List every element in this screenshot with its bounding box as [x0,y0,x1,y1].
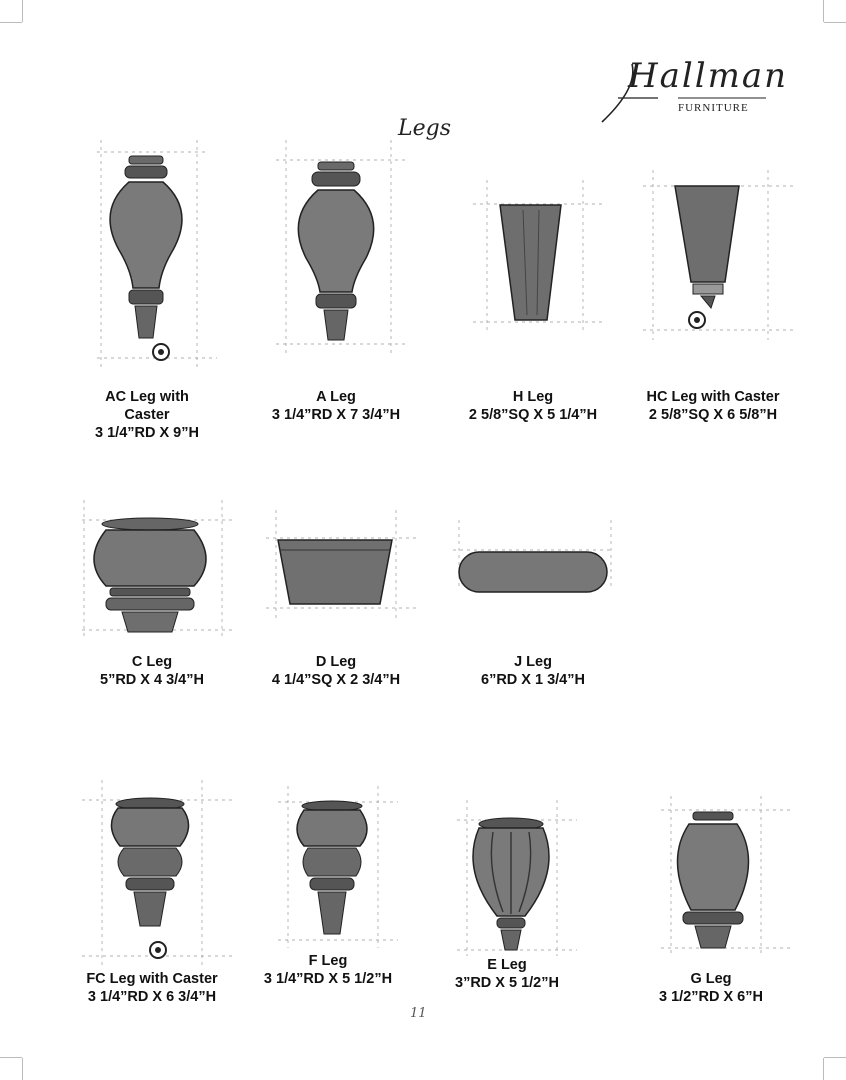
crop-mark [824,1057,846,1058]
crop-mark [22,0,23,22]
leg-dimension: 3 1/4”RD X 6 3/4”H [87,989,217,1005]
leg-label-d [246,653,426,689]
leg-name: F Leg [308,953,348,969]
leg-name: HC Leg with Caster [646,389,780,405]
leg-label-c [62,653,242,689]
leg-dimension: 4 1/4”SQ X 2 3/4”H [271,672,401,688]
leg-item-j [443,490,623,700]
leg-item-f [238,780,418,1010]
leg-item-d [246,490,426,700]
leg-item-c [62,490,242,700]
leg-label-h [443,388,623,424]
ac-leg-illustration-icon [57,140,237,380]
leg-item-hc [623,140,803,450]
crop-mark [0,22,22,23]
g-leg-illustration-icon [621,780,801,960]
leg-label-j [443,653,623,689]
hc-leg-illustration-icon [623,140,803,350]
leg-name: J Leg [514,654,552,670]
brand-subtitle: FURNITURE [678,102,749,114]
leg-label-f [238,952,418,988]
h-leg-illustration-icon [443,140,623,340]
leg-dimension: 2 5/8”SQ X 6 5/8”H [648,407,778,423]
leg-dimension: 3 1/2”RD X 6”H [659,989,763,1005]
crop-mark [823,1058,824,1080]
leg-dimension: 6”RD X 1 3/4”H [481,672,585,688]
leg-dimension: 3 1/4”RD X 5 1/2”H [263,971,393,987]
leg-dimension: 3”RD X 5 1/2”H [455,975,559,991]
leg-item-e [417,780,597,1010]
leg-label-hc [623,388,803,424]
leg-item-ac [57,140,237,450]
leg-dimension: 2 5/8”SQ X 5 1/4”H [468,407,598,423]
f-leg-illustration-icon [238,780,418,950]
leg-name: H Leg [512,389,554,405]
c-leg-illustration-icon [62,490,242,650]
crop-mark [823,0,824,22]
e-leg-illustration-icon [417,780,597,960]
leg-label-e [417,956,597,992]
leg-name: FC Leg with Caster [86,971,218,987]
leg-item-h [443,140,623,450]
leg-name: E Leg [487,957,527,973]
page-number: 11 [410,1006,427,1021]
leg-label-fc [62,970,242,1006]
leg-label-ac [57,388,237,442]
crop-mark [824,22,846,23]
leg-name: D Leg [315,654,357,670]
brand-logo [598,56,789,128]
brand-script: Hallman [628,56,789,96]
leg-item-a [246,140,426,450]
crop-mark [0,1057,22,1058]
crop-mark [22,1058,23,1080]
leg-name: A Leg [316,389,356,405]
leg-name: Caster [124,407,170,423]
leg-label-a [246,388,426,424]
fc-leg-illustration-icon [62,780,242,970]
page-title: Legs [398,116,452,141]
d-leg-illustration-icon [246,490,426,630]
leg-item-fc [62,780,242,1010]
leg-name: G Leg [690,971,732,987]
leg-dimension: 3 1/4”RD X 9”H [95,425,199,441]
leg-name: C Leg [131,654,173,670]
j-leg-illustration-icon [443,490,623,610]
leg-item-g [621,780,801,1010]
leg-name: AC Leg with [105,389,189,405]
leg-label-g [621,970,801,1006]
leg-dimension: 5”RD X 4 3/4”H [100,672,204,688]
leg-dimension: 3 1/4”RD X 7 3/4”H [271,407,401,423]
a-leg-illustration-icon [246,140,426,370]
